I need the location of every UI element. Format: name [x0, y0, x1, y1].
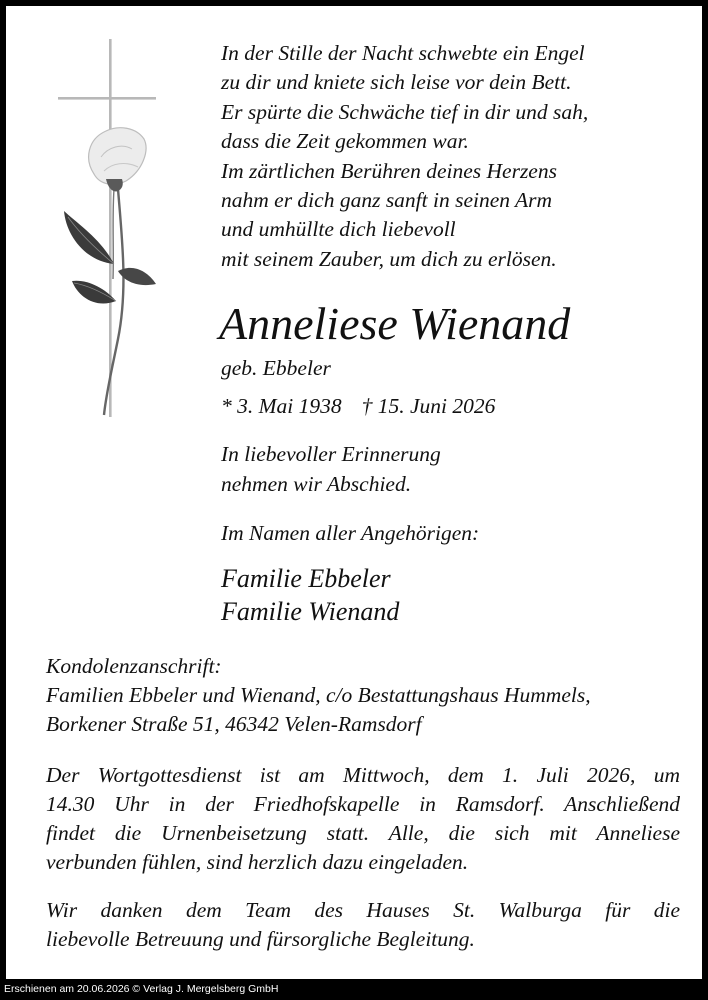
memory-text: [221, 439, 441, 499]
cross-rose-illustration: [56, 39, 156, 419]
poem: [221, 39, 691, 274]
address-line: Kondolenzanschrift:: [46, 654, 222, 678]
poem-line: Er spürte die Schwäche tief in dir und sah,: [221, 99, 589, 124]
service-line: 14.30 Uhr in der Friedhofskapelle in Ramsdorf. Anschließend: [46, 792, 680, 816]
family-name: Familie Ebbeler: [221, 564, 391, 593]
service-line: Der Wortgottesdienst ist am Mittwoch, dem 1. Juli 2026, um: [46, 763, 680, 787]
memory-line: nehmen wir Abschied.: [221, 472, 412, 496]
birth-date: * 3. Mai 1938: [221, 394, 342, 418]
thanks-line: liebevolle Betreuung und fürsorgliche Begleitung.: [46, 927, 475, 951]
memory-line: In liebevoller Erinnerung: [221, 442, 441, 466]
address-line: Familien Ebbeler und Wienand, c/o Bestattungshaus Hummels,: [46, 683, 591, 707]
publication-footer: Erschienen am 20.06.2026 © Verlag J. Mergelsberg GmbH: [4, 983, 279, 995]
death-date: † 15. Juni 2026: [361, 394, 496, 418]
thanks-line: Wir danken dem Team des Hauses St. Walburga für die: [46, 898, 680, 922]
on-behalf-text: Im Namen aller Angehörigen:: [221, 521, 480, 545]
maiden-name: geb. Ebbeler: [221, 356, 331, 380]
poem-line: In der Stille der Nacht schwebte ein Engel: [221, 41, 585, 65]
family-signatures: [221, 562, 399, 628]
family-name: Familie Wienand: [221, 597, 400, 626]
address-line: Borkener Straße 51, 46342 Velen-Ramsdorf: [46, 712, 422, 736]
service-announcement: [46, 761, 680, 877]
poem-line: und umhüllte dich liebevoll: [221, 217, 456, 242]
life-dates: [221, 394, 495, 419]
service-line: verbunden fühlen, sind herzlich dazu eingeladen.: [46, 850, 469, 874]
deceased-name: Anneliese Wienand: [219, 298, 571, 349]
poem-line: zu dir und kniete sich leise vor dein Bett.: [221, 70, 572, 95]
poem-line: nahm er dich ganz sanft in seinen Arm: [221, 188, 553, 213]
thanks-text: [46, 896, 680, 954]
condolence-address: [46, 652, 591, 739]
poem-line: dass die Zeit gekommen war.: [221, 129, 469, 154]
poem-line: mit seinem Zauber, um dich zu erlösen.: [221, 246, 557, 271]
poem-line: Im zärtlichen Berühren deines Herzens: [221, 158, 557, 183]
obituary-notice: [6, 6, 702, 979]
service-line: findet die Urnenbeisetzung statt. Alle, die sich mit Anneliese: [46, 821, 680, 845]
